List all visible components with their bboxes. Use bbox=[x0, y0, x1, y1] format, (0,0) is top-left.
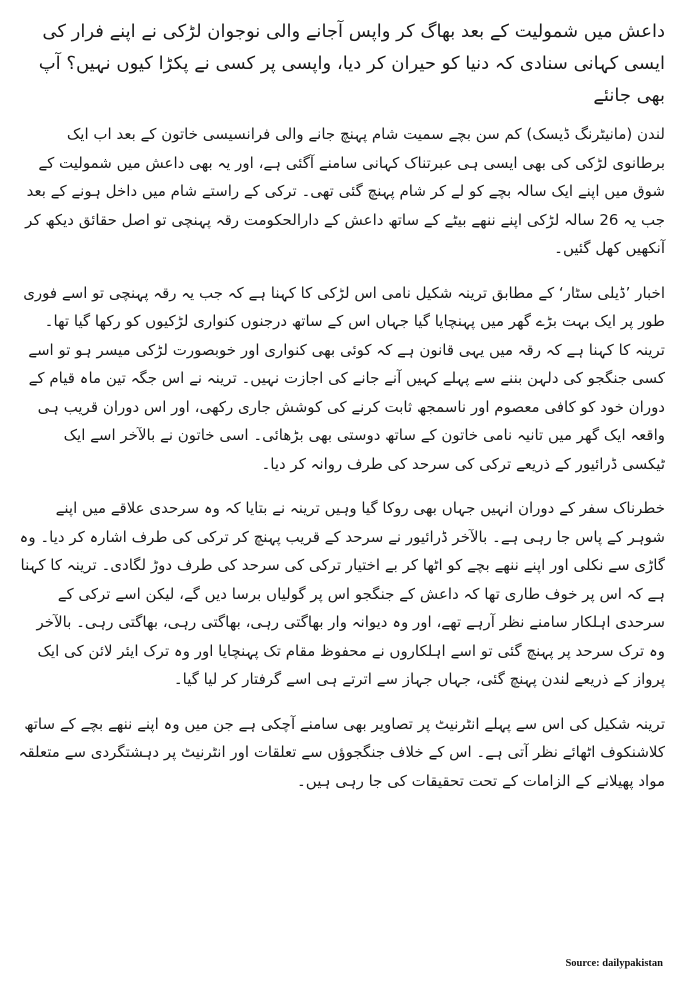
article-paragraph-1: لندن (مانیٹرنگ ڈیسک) کم سن بچے سمیت شام پہنچ جانے والی فرانسیسی خاتون کے بعد اب ایک برطانوی لڑکی کی بھی ایسی ہی عبرتناک کہانی سامنے آگئی ہے، اور یہ بھی داعش میں شمولیت کے شوق میں اپنے ایک سالہ بچے کو لے کر شام پہنچ گئی تھی۔ ترکی کے راستے شام میں داخل ہونے کے بعد جب یہ 26 سالہ لڑکی اپنے ننھے بیٹے کے ساتھ داعش کے دارالحکومت رقہ پہنچی تو اصل حقائق دیکھ کر آنکھیں کھل گئیں۔ bbox=[25, 125, 665, 257]
article-paragraph-2: اخبار ’ڈیلی سٹار‘ کے مطابق ترینہ شکیل نامی اس لڑکی کا کہنا ہے کہ جب یہ رقہ پہنچی تو اسے فوری طور پر ایک بہت بڑے گھر میں پہنچایا گیا جہاں اس کے ساتھ درجنوں کنواری لڑکیوں کو رکھا گیا تھا۔ ترینہ کا کہنا ہے کہ رقہ میں یہی قانون ہے کہ کوئی بھی کنواری اور خوبصورت لڑکی میسر ہو تو اسے کسی جنگجو کی دلہن بننے سے پہلے کہیں آنے جانے کی اجازت نہیں۔ ترینہ نے اس جگہ تین ماہ قیام کے دوران خود کو کافی معصوم اور ناسمجھ ثابت کرنے کی کوشش جاری رکھی، اور اس دوران قریب ہی واقعہ ایک گھر میں تانیہ نامی خاتون کے ساتھ دوستی بھی بڑھائی۔ اسی خاتون نے بالآخر اسے ایک ٹیکسی ڈرائیور کے ذریعے ترکی کی سرحد کی طرف روانہ کر دیا۔ bbox=[23, 283, 665, 473]
article-paragraph-4: ترینہ شکیل کی اس سے پہلے انٹرنیٹ پر تصاویر بھی سامنے آچکی ہے جن میں وہ اپنے ننھے بچے کے ساتھ کلاشنکوف اٹھائے نظر آتی ہے۔ اس کے خلاف جنگجوؤں سے تعلقات اور انٹرنیٹ پر دہشتگردی سے متعلقہ مواد پھیلانے کے الزامات کے تحت تحقیقات کی جا رہی ہیں۔ bbox=[18, 714, 665, 790]
source-credit: Source: dailypakistan bbox=[565, 958, 663, 969]
article-headline: داعش میں شمولیت کے بعد بھاگ کر واپس آجانے والی نوجوان لڑکی نے اپنے فرار کی ایسی کہانی سنادی کہ دنیا کو حیران کر دیا، واپسی پر کسی نے پکڑا کیوں نہیں؟ آپ بھی جانئے bbox=[38, 21, 665, 106]
article-paragraph-3: خطرناک سفر کے دوران انہیں جہاں بھی روکا گیا وہیں ترینہ نے بتایا کہ وہ سرحدی علاقے میں اپنے شوہر کے پاس جا رہی ہے۔ بالآخر ڈرائیور نے سرحد کے قریب پہنچ کر ترکی کی طرف اشارہ کر دیا۔ وہ گاڑی سے نکلی اور اپنے ننھے بچے کو اٹھا کر بے اختیار ترکی کی سرحد کی طرف دوڑ لگادی۔ ترینہ کا کہنا ہے کہ اس پر خوف طاری تھا کہ داعش کے جنگجو اس پر گولیاں برسا دیں گے، لیکن اسے ترکی کے سرحدی اہلکار سامنے نظر آرہے تھے، اور وہ دیوانہ وار بھاگتی رہی، بھاگتی رہی، بھاگتی رہی۔ بالآخر وہ ترک سرحد پر پہنچ گئی تو اسے اہلکاروں نے محفوظ مقام تک پہنچایا اور وہ ترک ایئر لائن کی ایک پرواز کے ذریعے لندن پہنچ گئی، جہاں جہاز سے اترتے ہی اسے گرفتار کر لیا گیا۔ bbox=[19, 499, 665, 688]
